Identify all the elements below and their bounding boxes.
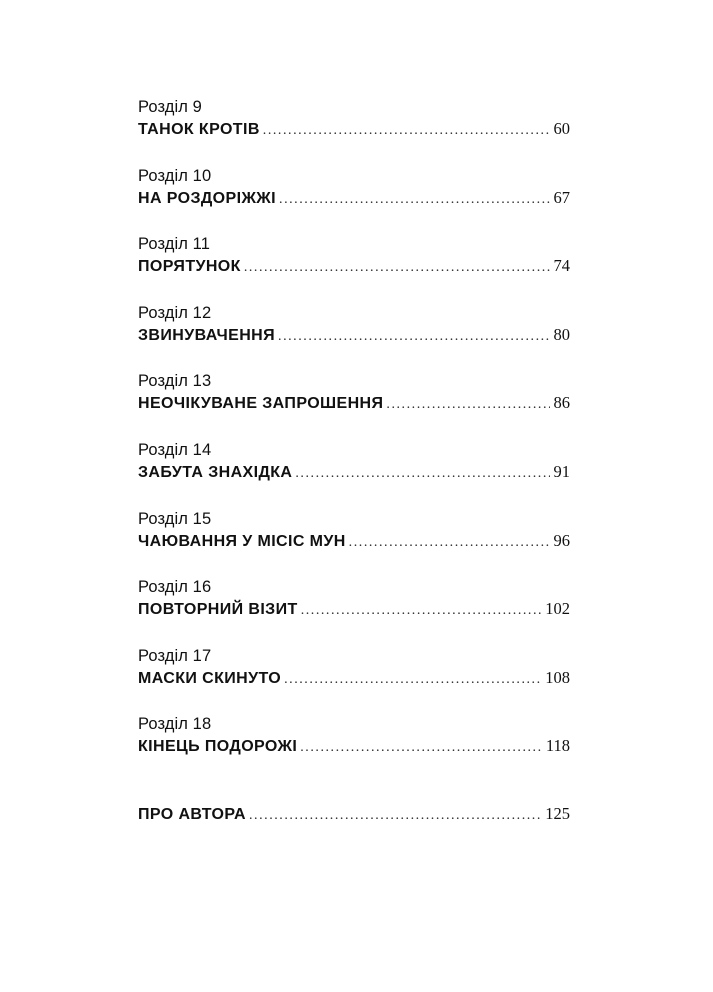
dot-leader [295,464,549,484]
chapter-title: ТАНОК КРОТІВ [138,121,260,138]
toc-line [138,462,570,484]
chapter-title: ЗВИНУВАЧЕННЯ [138,326,276,344]
chapter-title: ЗАБУТА ЗНАХІДКА [138,463,293,481]
dot-leader [263,121,550,141]
chapter-title: МАСКИ СКИНУТО [138,669,282,687]
chapter-label: Розділ 13 [138,372,212,391]
toc-entry[interactable] [138,303,570,372]
chapter-label: Розділ 10 [138,166,212,185]
page-number: 125 [545,804,570,823]
page-number: 80 [553,324,570,344]
toc-line [138,531,570,553]
toc-line [138,256,570,278]
dot-leader [244,258,550,278]
chapter-label: Розділ 9 [138,98,202,116]
toc-entry[interactable] [138,97,570,166]
toc-line [138,804,570,826]
dot-leader [386,395,549,415]
toc-entry-about-author[interactable] [138,802,570,826]
page-number: 74 [553,256,570,276]
chapter-label: Розділ 17 [138,646,212,665]
chapter-title: ПОВТОРНИЙ ВІЗИТ [138,601,298,619]
toc-line [138,599,570,621]
dot-leader [300,738,542,758]
dot-leader [279,190,549,210]
page-number: 67 [553,187,570,207]
toc-line [138,325,570,347]
page-number: 91 [553,461,570,481]
dot-leader [301,601,542,621]
chapter-label: Розділ 18 [138,715,212,734]
chapter-label: Розділ 12 [138,303,212,322]
toc-entry[interactable] [138,371,570,440]
toc-entry[interactable] [138,440,570,509]
chapter-label: Розділ 16 [138,578,212,597]
toc-entry[interactable] [138,166,570,235]
toc-entry[interactable] [138,714,570,783]
page-number: 102 [545,599,570,619]
page-number: 60 [553,119,570,138]
toc-entry[interactable] [138,509,570,578]
page-number: 118 [545,736,570,756]
page-number: 86 [553,393,570,413]
chapter-title: НЕОЧІКУВАНЕ ЗАПРОШЕННЯ [138,395,384,413]
table-of-contents [138,97,570,783]
dot-leader [278,327,549,347]
toc-entry[interactable] [138,577,570,646]
chapter-title: КІНЕЦЬ ПОДОРОЖІ [138,738,298,756]
chapter-title: ЧАЮВАННЯ У МІСІС МУН [138,532,346,550]
dot-leader [349,533,550,553]
page-number: 96 [553,530,570,550]
chapter-title: НА РОЗДОРІЖЖІ [138,189,277,207]
dot-leader [284,670,541,690]
toc-line [138,188,570,210]
chapter-label: Розділ 11 [138,235,211,254]
dot-leader [249,806,541,826]
chapter-label: Розділ 15 [138,509,212,528]
toc-line [138,736,570,758]
page-number: 108 [545,667,570,687]
about-author-title: ПРО АВТОРА [138,806,246,823]
chapter-title: ПОРЯТУНОК [138,258,241,276]
toc-entry[interactable] [138,234,570,303]
toc-entry[interactable] [138,646,570,715]
toc-line [138,119,570,141]
toc-line [138,668,570,690]
toc-line [138,393,570,415]
chapter-label: Розділ 14 [138,440,212,459]
